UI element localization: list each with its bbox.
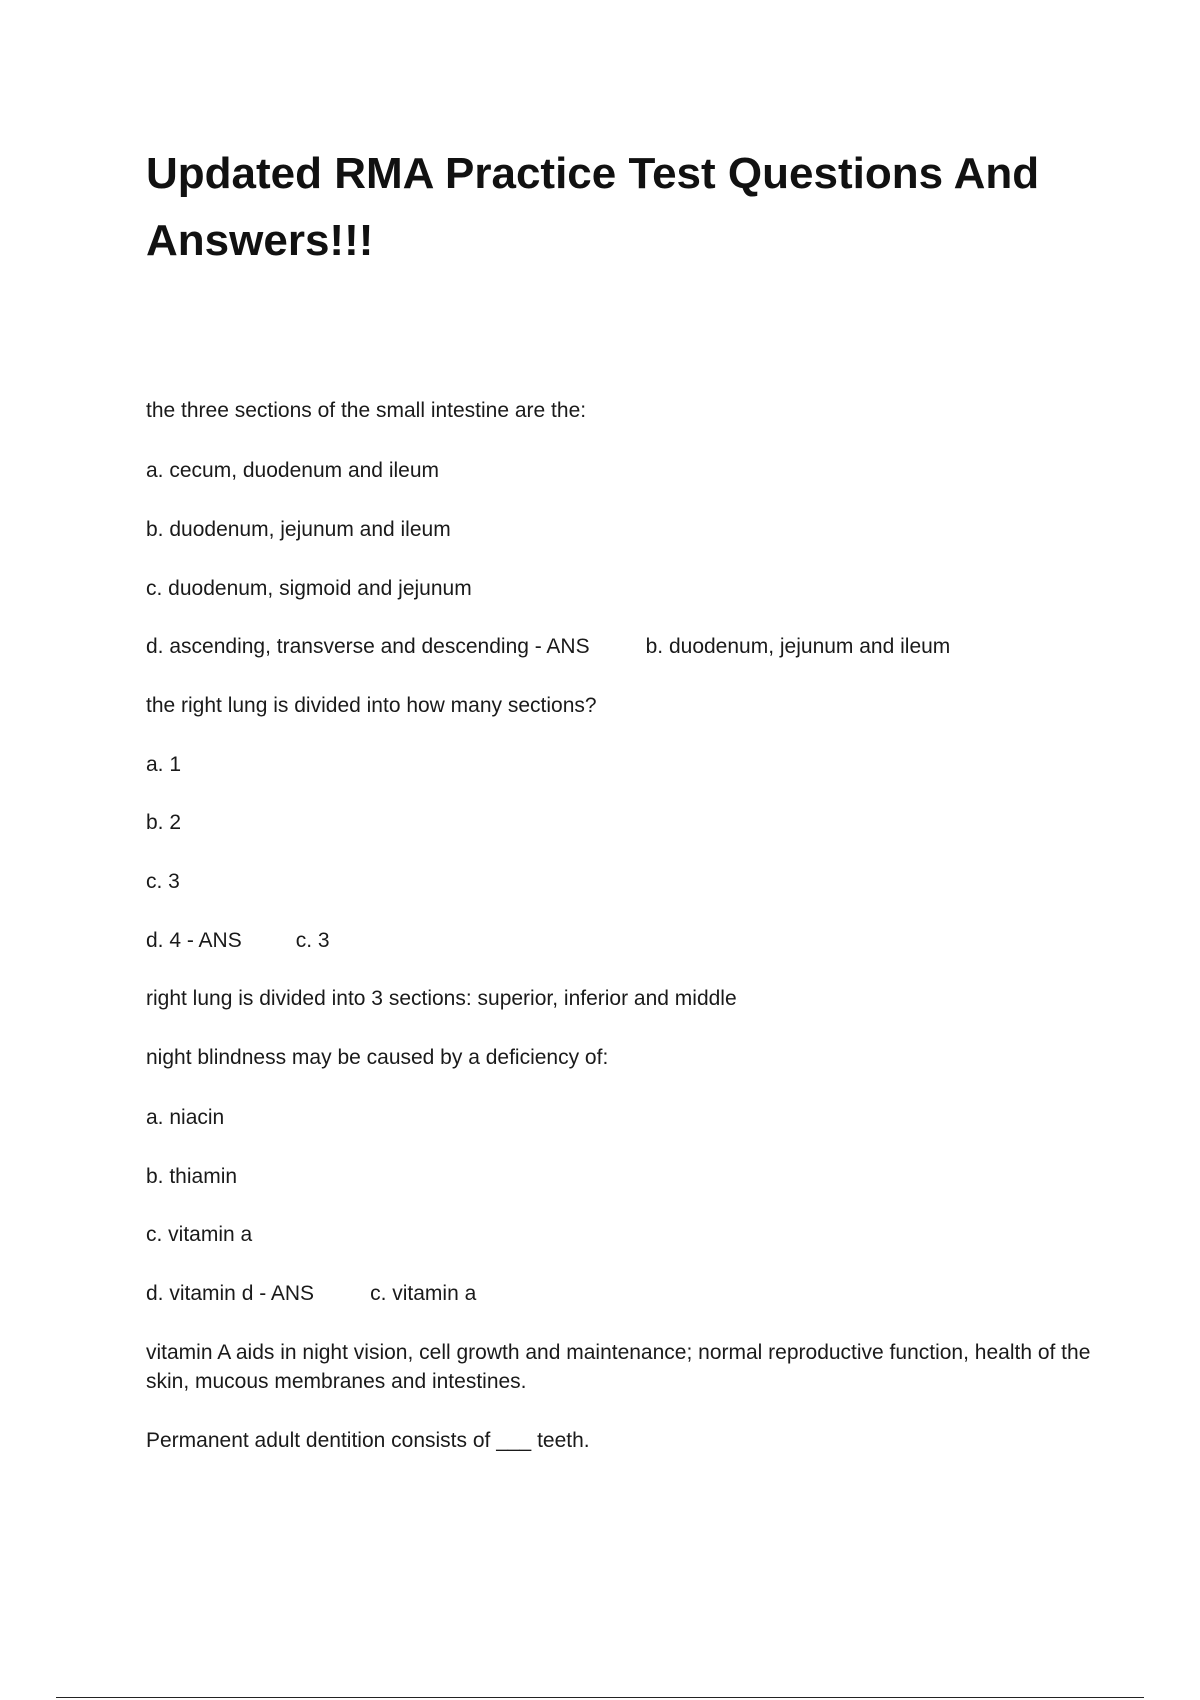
- answer-option-text: d. vitamin d - ANS: [146, 1282, 315, 1305]
- answer-key: b. duodenum, jejunum and ileum: [645, 635, 951, 658]
- answer-option: a. cecum, duodenum and ileum: [146, 459, 440, 482]
- explanation-text: vitamin A aids in night vision, cell growth and maintenance; normal reproductive function, health of the skin, mucous membranes and intestines.: [146, 1341, 1091, 1393]
- answer-key: c. 3: [295, 929, 330, 952]
- answer-option-with-key: [146, 1279, 476, 1308]
- answer-option: b. 2: [146, 811, 182, 834]
- footer-divider: [56, 1697, 1144, 1698]
- answer-option-text: d. ascending, transverse and descending - ANS: [146, 635, 590, 658]
- answer-option: a. 1: [146, 753, 182, 776]
- answer-option-text: d. 4 - ANS: [146, 929, 242, 952]
- answer-option: b. duodenum, jejunum and ileum: [146, 518, 451, 541]
- question-text: night blindness may be caused by a deficiency of:: [146, 1046, 609, 1069]
- question-text: the right lung is divided into how many sections?: [146, 694, 597, 717]
- answer-option: c. vitamin a: [146, 1223, 253, 1246]
- answer-option-with-key: [146, 632, 950, 661]
- question-text: Permanent adult dentition consists of ___ teeth.: [146, 1429, 590, 1452]
- answer-option: a. niacin: [146, 1106, 225, 1129]
- document-title: Updated RMA Practice Test Questions And Answers!!!: [146, 149, 1040, 265]
- answer-option: c. 3: [146, 870, 180, 893]
- answer-option: b. thiamin: [146, 1165, 238, 1188]
- answer-option: c. duodenum, sigmoid and jejunum: [146, 577, 472, 600]
- explanation-text: right lung is divided into 3 sections: superior, inferior and middle: [146, 987, 737, 1010]
- answer-option-with-key: [146, 926, 330, 955]
- answer-key: c. vitamin a: [370, 1282, 477, 1305]
- question-text: the three sections of the small intestine are the:: [146, 399, 587, 422]
